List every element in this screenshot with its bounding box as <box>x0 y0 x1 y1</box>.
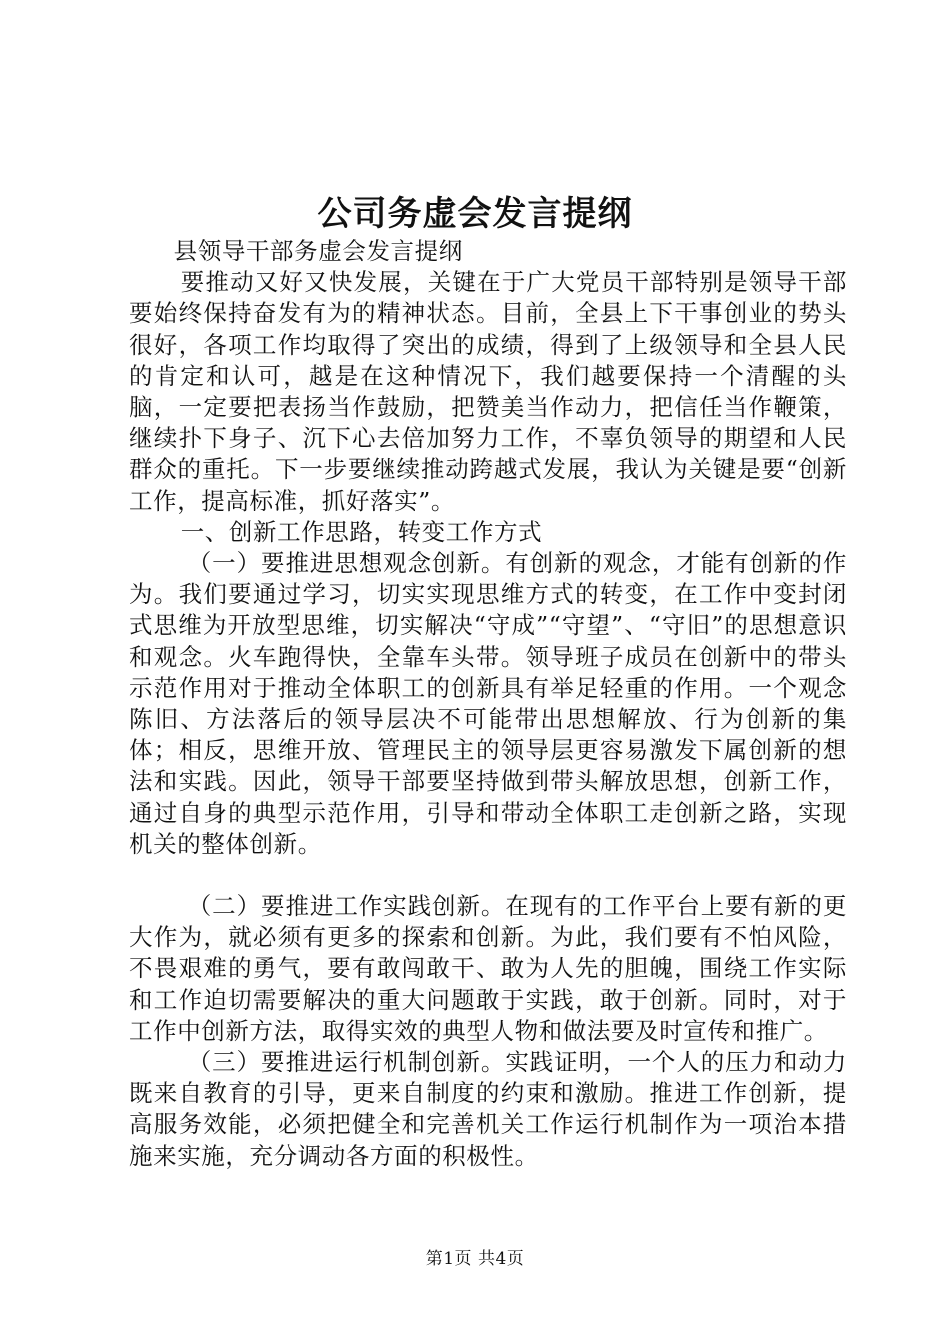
document-subtitle: 县领导干部务虚会发言提纲 <box>173 237 463 265</box>
section-heading-1: 一、创新工作思路，转变工作方式 <box>180 517 543 546</box>
paragraph-intro: 要推动又好又快发展，关键在于广大党员干部特别是领导干部要始终保持奋发有为的精神状态。目前，全县上下干事创业的势头很好，各项工作均取得了突出的成绩，得到了上级领导和全县人民的肯定和认可，越是在这种情况下，我们越要保持一个清醒的头脑，一定要把表扬当作鼓励，把赞美当作动力，把信任当作鞭策，继续扑下身子、沉下心去倍加努力工作，不辜负领导的期望和人民群众的重托。下一步要继续推动跨越式发展，我认为关键是要“创新工作，提高标准，抓好落实”。 <box>129 268 847 515</box>
document-body <box>129 236 847 1172</box>
document-title: 公司务虚会发言提纲 <box>317 194 633 234</box>
paragraph-thought-innovation: （一）要推进思想观念创新。有创新的观念，才能有创新的作为。我们要通过学习，切实实现思维方式的转变，在工作中变封闭式思维为开放型思维，切实解决“守成”“守望”、“守旧”的思想意识和观念。火车跑得快，全靠车头带。领导班子成员在创新中的带头示范作用对于推动全体职工的创新具有举足轻重的作用。一个观念陈旧、方法落后的领导层决不可能带出思想解放、行为创新的集体；相反，思维开放、管理民主的领导层更容易激发下属创新的想法和实践。因此，领导干部要坚持做到带头解放思想，创新工作，通过自身的典型示范作用，引导和带动全体职工走创新之路，实现机关的整体创新。 <box>129 549 847 858</box>
page-footer: 第1页 共4页 <box>425 1249 525 1269</box>
paragraph-spacer <box>129 860 847 891</box>
paragraph-mechanism-innovation: （三）要推进运行机制创新。实践证明，一个人的压力和动力既来自教育的引导，更来自制度的约束和激励。推进工作创新，提高服务效能，必须把健全和完善机关工作运行机制作为一项治本措施来实施，充分调动各方面的积极性。 <box>129 1048 847 1170</box>
paragraph-practice-innovation: （二）要推进工作实践创新。在现有的工作平台上要有新的更大作为，就必须有更多的探索和创新。为此，我们要有不怕风险，不畏艰难的勇气，要有敢闯敢干、敢为人先的胆魄，围绕工作实际和工作迫切需要解决的重大问题敢于实践，敢于创新。同时，对于工作中创新方法，取得实效的典型人物和做法要及时宣传和推广。 <box>129 892 847 1045</box>
